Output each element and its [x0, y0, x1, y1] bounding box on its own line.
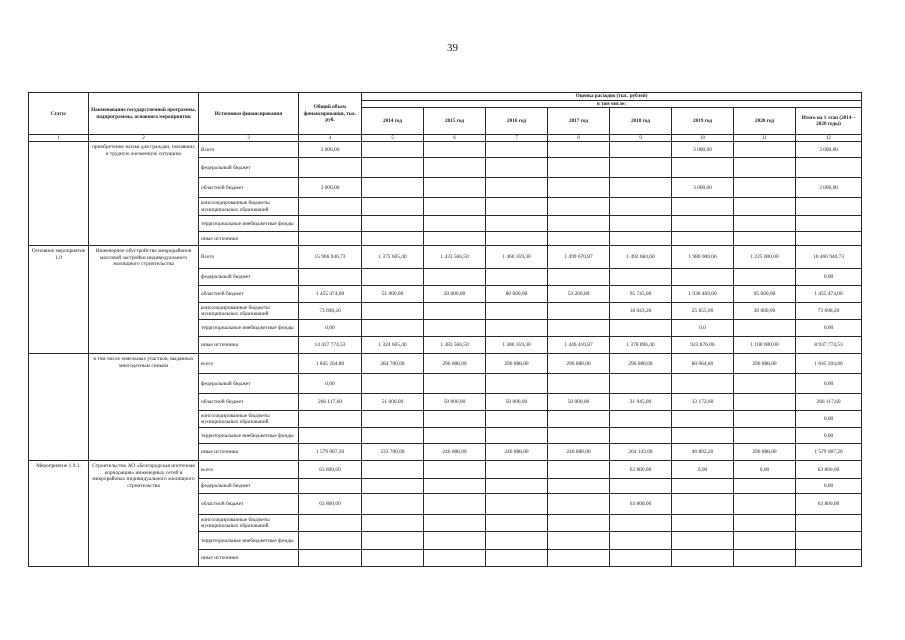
year-value-cell: 31 945,00: [610, 394, 672, 411]
year-value-cell: [362, 178, 424, 198]
year-value-cell: [424, 216, 486, 232]
stage-total-cell: 0,00: [796, 411, 862, 428]
total-cell: 14 437 774,53: [299, 337, 362, 354]
status-cell: Мероприятие 1.9.1.: [29, 461, 89, 567]
column-number: 3: [199, 135, 299, 142]
year-value-cell: [672, 232, 734, 246]
year-value-cell: [734, 232, 796, 246]
year-value-cell: [424, 428, 486, 444]
total-cell: [299, 515, 362, 532]
year-value-cell: [486, 232, 548, 246]
stage-total-cell: 266 117,60: [796, 394, 862, 411]
column-number: 11: [734, 135, 796, 142]
year-value-cell: [610, 216, 672, 232]
stage-total-cell: [796, 216, 862, 232]
total-cell: [299, 411, 362, 428]
header-total: Общий объем финансирования, тыс. руб.: [299, 93, 362, 135]
year-value-cell: 51 000,00: [362, 394, 424, 411]
header-year: 2016 год: [486, 108, 548, 135]
year-value-cell: [362, 374, 424, 394]
year-value-cell: [424, 198, 486, 216]
year-value-cell: [672, 515, 734, 532]
year-value-cell: 296 088,00: [424, 354, 486, 374]
year-value-cell: [548, 428, 610, 444]
source-cell: областной бюджет: [199, 178, 299, 198]
year-value-cell: [672, 158, 734, 178]
stage-total-cell: 1 579 087,20: [796, 444, 862, 461]
stage-total-cell: 73 698,20: [796, 303, 862, 320]
source-cell: федеральный бюджет: [199, 269, 299, 286]
source-cell: областной бюджет: [199, 494, 299, 515]
total-cell: [299, 550, 362, 567]
stage-total-cell: 3 000,00: [796, 142, 862, 158]
year-value-cell: 1 492 684,60: [610, 246, 672, 269]
page-number: 39: [447, 42, 458, 54]
year-value-cell: [672, 269, 734, 286]
year-value-cell: [734, 216, 796, 232]
column-number: 7: [486, 135, 548, 142]
header-year: 2017 год: [548, 108, 610, 135]
year-value-cell: [424, 158, 486, 178]
header-year: 2018 год: [610, 108, 672, 135]
year-value-cell: 0,00: [672, 461, 734, 479]
year-value-cell: [548, 158, 610, 178]
year-value-cell: 50 000,00: [548, 394, 610, 411]
header-year: 2014 год: [362, 108, 424, 135]
header-name: Наименование государственной программы, подпрограммы, основного мероприятия: [89, 93, 199, 135]
year-value-cell: 25 655,00: [672, 303, 734, 320]
year-value-cell: 246 088,00: [486, 444, 548, 461]
stage-total-cell: 0,00: [796, 428, 862, 444]
year-value-cell: 0,0: [672, 320, 734, 337]
stage-total-cell: 3 000,00: [796, 178, 862, 198]
column-number: 5: [362, 135, 424, 142]
source-cell: всего: [199, 461, 299, 479]
year-value-cell: 1 433 566,50: [424, 246, 486, 269]
year-value-cell: [734, 178, 796, 198]
measure-name-cell: приобретение жилья для граждан, попавших в трудную жизненную ситуацию: [89, 142, 199, 246]
year-value-cell: [672, 428, 734, 444]
year-value-cell: [672, 550, 734, 567]
year-value-cell: 95 745,00: [610, 286, 672, 303]
year-value-cell: [362, 269, 424, 286]
header-year: 2015 год: [424, 108, 486, 135]
year-value-cell: [548, 320, 610, 337]
source-cell: Всего: [199, 142, 299, 158]
year-value-cell: [610, 158, 672, 178]
year-value-cell: [610, 320, 672, 337]
year-value-cell: 1 100 000,00: [734, 337, 796, 354]
total-cell: [299, 158, 362, 178]
stage-total-cell: 1 845 204,80: [796, 354, 862, 374]
stage-total-cell: 0,00: [796, 374, 862, 394]
total-cell: [299, 216, 362, 232]
column-number: 2: [89, 135, 199, 142]
total-cell: 15 966 946,73: [299, 246, 362, 269]
year-value-cell: 30 000,00: [734, 303, 796, 320]
source-cell: всего: [199, 354, 299, 374]
year-value-cell: 51 000,00: [362, 286, 424, 303]
header-stage-total: Итого на 1 этап (2014 – 2020 годы): [796, 108, 862, 135]
year-value-cell: 95 000,00: [734, 286, 796, 303]
year-value-cell: 50 000,00: [424, 286, 486, 303]
year-value-cell: 296 088,00: [610, 354, 672, 374]
header-year: 2019 год: [672, 108, 734, 135]
year-value-cell: [610, 142, 672, 158]
year-value-cell: [424, 532, 486, 550]
year-value-cell: [362, 158, 424, 178]
year-value-cell: [362, 461, 424, 479]
year-value-cell: [362, 303, 424, 320]
year-value-cell: [734, 374, 796, 394]
year-value-cell: 296 088,00: [548, 354, 610, 374]
year-value-cell: [734, 550, 796, 567]
year-value-cell: 1 225 000,00: [734, 246, 796, 269]
year-value-cell: [610, 428, 672, 444]
year-value-cell: 1 030 469,00: [672, 286, 734, 303]
year-value-cell: 33 172,60: [672, 394, 734, 411]
status-cell: [29, 354, 89, 461]
year-value-cell: [486, 269, 548, 286]
year-value-cell: 284 700,00: [362, 354, 424, 374]
source-cell: Всего: [199, 246, 299, 269]
source-cell: консолидированные бюджеты муниципальных образований: [199, 198, 299, 216]
year-value-cell: [486, 303, 548, 320]
stage-total-cell: [796, 232, 862, 246]
year-value-cell: [548, 232, 610, 246]
total-cell: [299, 428, 362, 444]
year-value-cell: [362, 494, 424, 515]
year-value-cell: [486, 428, 548, 444]
header-estimate: Оценка расходов (тыс. рублей): [362, 93, 862, 101]
year-value-cell: [424, 479, 486, 494]
year-value-cell: [424, 320, 486, 337]
year-value-cell: 296 088,00: [734, 354, 796, 374]
year-value-cell: [362, 142, 424, 158]
year-value-cell: [424, 461, 486, 479]
year-value-cell: [548, 269, 610, 286]
year-value-cell: 18 043,20: [610, 303, 672, 320]
total-cell: [299, 532, 362, 550]
year-value-cell: [610, 532, 672, 550]
year-value-cell: [362, 216, 424, 232]
stage-total-cell: 0,00: [796, 269, 862, 286]
year-value-cell: [362, 320, 424, 337]
year-value-cell: [734, 142, 796, 158]
total-cell: [299, 269, 362, 286]
year-value-cell: [734, 532, 796, 550]
table-row: [29, 354, 862, 374]
year-value-cell: 1 380 359,30: [486, 337, 548, 354]
measure-name-cell: в том числе земельных участков, выданных многодетным семьям: [89, 354, 199, 461]
total-cell: 0,00: [299, 320, 362, 337]
year-value-cell: [672, 216, 734, 232]
year-value-cell: [486, 532, 548, 550]
year-value-cell: [486, 158, 548, 178]
year-value-cell: 50 000,00: [486, 394, 548, 411]
column-number: 6: [424, 135, 486, 142]
column-number: 10: [672, 135, 734, 142]
year-value-cell: [486, 515, 548, 532]
year-value-cell: 246 088,00: [424, 444, 486, 461]
year-value-cell: [672, 532, 734, 550]
stage-total-cell: 63 800,00: [796, 494, 862, 515]
financing-table: [28, 92, 862, 567]
total-cell: 1 845 204,80: [299, 354, 362, 374]
year-value-cell: [672, 411, 734, 428]
source-cell: иные источники: [199, 232, 299, 246]
year-value-cell: [734, 269, 796, 286]
column-number: 1: [29, 135, 89, 142]
year-value-cell: [486, 198, 548, 216]
total-cell: 73 698,20: [299, 303, 362, 320]
year-value-cell: [424, 303, 486, 320]
header-including: в том числе:: [362, 101, 862, 108]
year-value-cell: [362, 479, 424, 494]
year-value-cell: [610, 411, 672, 428]
year-value-cell: 1 446 410,87: [548, 337, 610, 354]
source-cell: территориальные внебюджетные фонды: [199, 428, 299, 444]
year-value-cell: [362, 515, 424, 532]
year-value-cell: [548, 494, 610, 515]
total-cell: 63 800,00: [299, 461, 362, 479]
table-row: [29, 246, 862, 269]
stage-total-cell: 1 455 474,00: [796, 286, 862, 303]
stage-total-cell: [796, 158, 862, 178]
stage-total-cell: 10 466 946,73: [796, 246, 862, 269]
source-cell: областной бюджет: [199, 394, 299, 411]
year-value-cell: [734, 515, 796, 532]
column-number: 4: [299, 135, 362, 142]
year-value-cell: [486, 550, 548, 567]
year-value-cell: [362, 411, 424, 428]
year-value-cell: [734, 428, 796, 444]
year-value-cell: [734, 479, 796, 494]
year-value-cell: [486, 320, 548, 337]
stage-total-cell: [796, 532, 862, 550]
stage-total-cell: [796, 515, 862, 532]
header-status: Статус: [29, 93, 89, 135]
stage-total-cell: 63 800,00: [796, 461, 862, 479]
year-value-cell: [486, 461, 548, 479]
year-value-cell: [548, 374, 610, 394]
year-value-cell: [486, 494, 548, 515]
year-value-cell: 46 892,20: [672, 444, 734, 461]
source-cell: федеральный бюджет: [199, 374, 299, 394]
year-value-cell: [734, 494, 796, 515]
total-cell: 266 117,60: [299, 394, 362, 411]
year-value-cell: 296 088,00: [486, 354, 548, 374]
total-cell: 3 000,00: [299, 178, 362, 198]
status-cell: [29, 142, 89, 246]
table-row: [29, 142, 862, 158]
year-value-cell: 53 260,00: [548, 286, 610, 303]
year-value-cell: [672, 479, 734, 494]
column-number: 12: [796, 135, 862, 142]
year-value-cell: 1 980 000,06: [672, 246, 734, 269]
year-value-cell: 80 000,00: [486, 286, 548, 303]
year-value-cell: [548, 198, 610, 216]
year-value-cell: [362, 232, 424, 246]
year-value-cell: 3 000,00: [672, 178, 734, 198]
source-cell: консолидированные бюджеты муниципальных образований: [199, 515, 299, 532]
source-cell: консолидированные бюджеты муниципальных образований: [199, 411, 299, 428]
header-year: 2020 год: [734, 108, 796, 135]
total-cell: 63 800,00: [299, 494, 362, 515]
year-value-cell: [672, 374, 734, 394]
year-value-cell: [610, 550, 672, 567]
year-value-cell: [734, 198, 796, 216]
year-value-cell: [610, 269, 672, 286]
year-value-cell: 63 800,00: [610, 461, 672, 479]
year-value-cell: [610, 232, 672, 246]
year-value-cell: [486, 216, 548, 232]
total-cell: 1 579 087,20: [299, 444, 362, 461]
total-cell: [299, 198, 362, 216]
year-value-cell: [424, 178, 486, 198]
source-cell: иные источники: [199, 444, 299, 461]
year-value-cell: [424, 411, 486, 428]
total-cell: [299, 232, 362, 246]
column-number: 8: [548, 135, 610, 142]
year-value-cell: [362, 428, 424, 444]
year-value-cell: 233 700,00: [362, 444, 424, 461]
source-cell: федеральный бюджет: [199, 479, 299, 494]
year-value-cell: [424, 269, 486, 286]
year-value-cell: [672, 494, 734, 515]
column-number-row: [29, 135, 862, 142]
stage-total-cell: 8 937 774,53: [796, 337, 862, 354]
year-value-cell: 1 378 896,40: [610, 337, 672, 354]
stage-total-cell: [796, 198, 862, 216]
stage-total-cell: 0,00: [796, 479, 862, 494]
status-cell: Основное мероприятие 1.9: [29, 246, 89, 354]
year-value-cell: [734, 394, 796, 411]
year-value-cell: 1 499 670,87: [548, 246, 610, 269]
stage-total-cell: 0,00: [796, 320, 862, 337]
year-value-cell: 246 088,00: [548, 444, 610, 461]
column-number: 9: [610, 135, 672, 142]
table-body: [29, 142, 862, 567]
year-value-cell: [362, 532, 424, 550]
year-value-cell: 264 143,00: [610, 444, 672, 461]
year-value-cell: 1 375 665,40: [362, 246, 424, 269]
year-value-cell: [610, 198, 672, 216]
year-value-cell: [486, 142, 548, 158]
year-value-cell: [548, 178, 610, 198]
source-cell: иные источники: [199, 550, 299, 567]
total-cell: [299, 479, 362, 494]
year-value-cell: [486, 374, 548, 394]
year-value-cell: [610, 374, 672, 394]
year-value-cell: [424, 142, 486, 158]
total-cell: 1 455 474,00: [299, 286, 362, 303]
year-value-cell: 1 460 359,30: [486, 246, 548, 269]
year-value-cell: [548, 216, 610, 232]
header-sources: Источники финансирования: [199, 93, 299, 135]
source-cell: территориальные внебюджетные фонды: [199, 532, 299, 550]
year-value-cell: [672, 198, 734, 216]
source-cell: территориальные внебюджетные фонды: [199, 320, 299, 337]
year-value-cell: 296 088,00: [734, 444, 796, 461]
year-value-cell: [424, 494, 486, 515]
year-value-cell: [548, 411, 610, 428]
year-value-cell: [610, 515, 672, 532]
year-value-cell: [734, 158, 796, 178]
source-cell: иные источники: [199, 337, 299, 354]
total-cell: 0,00: [299, 374, 362, 394]
year-value-cell: 0,00: [734, 461, 796, 479]
year-value-cell: [424, 550, 486, 567]
year-value-cell: [486, 479, 548, 494]
year-value-cell: [424, 232, 486, 246]
year-value-cell: [362, 550, 424, 567]
year-value-cell: [548, 532, 610, 550]
measure-name-cell: Строительство АО «Белгородская ипотечная корпорация» инженерных сетей в микрорайонах индивидуального жилищного строительства: [89, 461, 199, 567]
year-value-cell: [424, 374, 486, 394]
year-value-cell: [610, 178, 672, 198]
year-value-cell: 1 383 566,50: [424, 337, 486, 354]
year-value-cell: [734, 411, 796, 428]
year-value-cell: 3 000,00: [672, 142, 734, 158]
year-value-cell: [548, 479, 610, 494]
year-value-cell: 50 000,00: [424, 394, 486, 411]
year-value-cell: [548, 303, 610, 320]
year-value-cell: 63 800,00: [610, 494, 672, 515]
source-cell: федеральный бюджет: [199, 158, 299, 178]
year-value-cell: [548, 461, 610, 479]
total-cell: 3 000,00: [299, 142, 362, 158]
source-cell: консолидированные бюджеты муниципальных образований: [199, 303, 299, 320]
stage-total-cell: [796, 550, 862, 567]
year-value-cell: [362, 198, 424, 216]
measure-name-cell: Инженерное обустройство микрорайонов массовой застройки индивидуального жилищного строительства: [89, 246, 199, 354]
year-value-cell: 923 876,06: [672, 337, 734, 354]
source-cell: областной бюджет: [199, 286, 299, 303]
source-cell: территориальные внебюджетные фонды: [199, 216, 299, 232]
year-value-cell: [486, 411, 548, 428]
year-value-cell: 1 324 665,40: [362, 337, 424, 354]
year-value-cell: [734, 320, 796, 337]
year-value-cell: [610, 479, 672, 494]
table-row: [29, 461, 862, 479]
year-value-cell: [486, 178, 548, 198]
year-value-cell: 80 064,80: [672, 354, 734, 374]
year-value-cell: [548, 142, 610, 158]
year-value-cell: [548, 515, 610, 532]
year-value-cell: [424, 515, 486, 532]
year-value-cell: [548, 550, 610, 567]
